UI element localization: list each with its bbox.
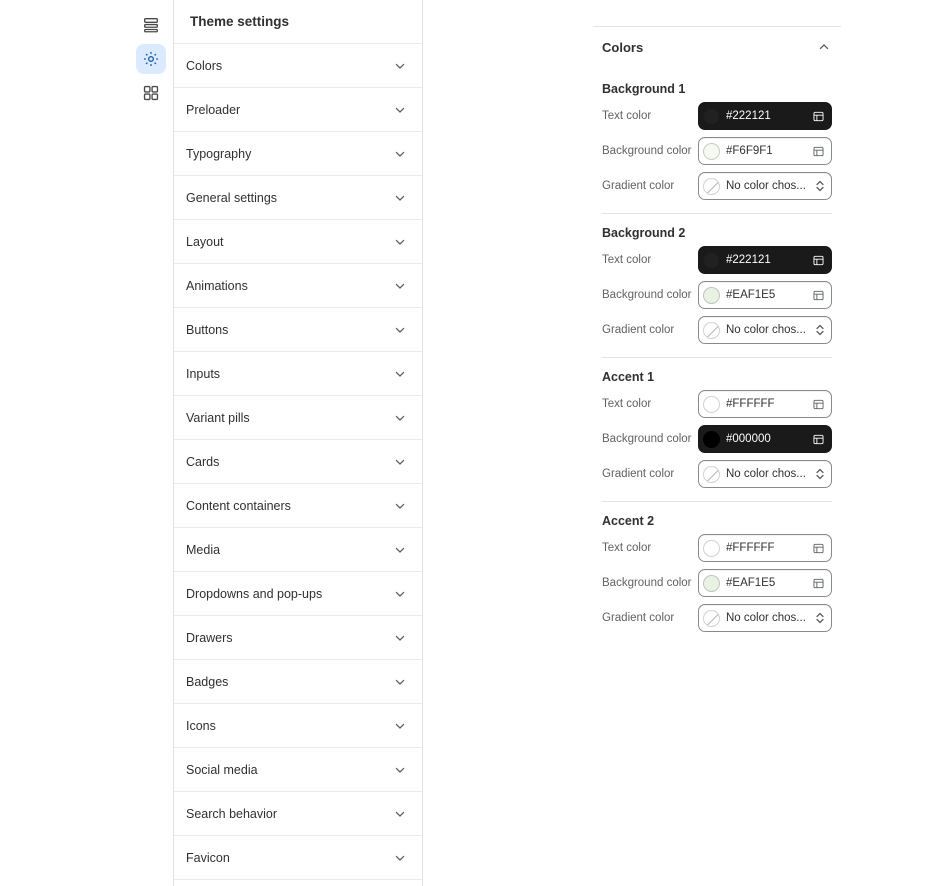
color-swatch[interactable] (703, 396, 720, 413)
color-value-text: No color chos... (726, 180, 806, 192)
settings-row-animations[interactable] (174, 264, 422, 308)
chevron-down-icon (392, 498, 408, 514)
color-field-row (602, 102, 832, 130)
color-field-label: Background color (602, 577, 692, 589)
color-value-text: No color chos... (726, 324, 806, 336)
color-field-row (602, 569, 832, 597)
chevron-down-icon (392, 586, 408, 602)
chevron-down-icon (392, 674, 408, 690)
settings-row-label: General settings (186, 190, 278, 205)
chevron-down-icon (392, 234, 408, 250)
gear-icon (142, 50, 160, 68)
color-field-label: Text color (602, 398, 652, 410)
settings-row-dropdowns-and-pop-ups[interactable] (174, 572, 422, 616)
color-swatch[interactable] (703, 466, 720, 483)
chevron-down-icon (392, 806, 408, 822)
color-group-background-2 (593, 213, 841, 344)
color-value-input[interactable] (698, 172, 832, 200)
color-field-row (602, 172, 832, 200)
color-swatch[interactable] (703, 287, 720, 304)
color-value-input[interactable] (698, 281, 832, 309)
color-swatch[interactable] (703, 322, 720, 339)
settings-row-label: Typography (186, 146, 252, 161)
color-field-label: Text color (602, 254, 652, 266)
stepper-icon[interactable] (813, 610, 826, 627)
settings-row-preloader[interactable] (174, 88, 422, 132)
chevron-down-icon (392, 410, 408, 426)
settings-row-label: Animations (186, 278, 248, 293)
color-field-row (602, 316, 832, 344)
color-swatch[interactable] (703, 108, 720, 125)
color-value-text: #222121 (726, 254, 771, 266)
color-group-background-1 (593, 70, 841, 200)
color-swatch[interactable] (703, 178, 720, 195)
apps-icon (142, 84, 160, 102)
color-picker-icon[interactable] (811, 576, 826, 591)
color-field-row (602, 604, 832, 632)
color-value-text: No color chos... (726, 468, 806, 480)
color-value-input[interactable] (698, 246, 832, 274)
left-icon-rail (128, 0, 173, 886)
chevron-down-icon (392, 762, 408, 778)
settings-row-drawers[interactable] (174, 616, 422, 660)
chevron-down-icon (392, 102, 408, 118)
settings-row-typography[interactable] (174, 132, 422, 176)
color-value-input[interactable] (698, 137, 832, 165)
color-swatch[interactable] (703, 540, 720, 557)
chevron-down-icon (392, 630, 408, 646)
settings-row-media[interactable] (174, 528, 422, 572)
color-value-input[interactable] (698, 604, 832, 632)
settings-row-label: Social media (186, 762, 258, 777)
color-field-label: Background color (602, 145, 692, 157)
chevron-down-icon (392, 58, 408, 74)
color-field-label: Gradient color (602, 612, 675, 624)
settings-row-buttons[interactable] (174, 308, 422, 352)
color-picker-icon[interactable] (811, 288, 826, 303)
chevron-down-icon (392, 718, 408, 734)
settings-row-label: Content containers (186, 498, 291, 513)
color-field-label: Text color (602, 542, 652, 554)
settings-row-label: Badges (186, 674, 229, 689)
color-value-text: #EAF1E5 (726, 289, 776, 301)
color-field-label: Gradient color (602, 468, 675, 480)
settings-row-label: Dropdowns and pop-ups (186, 586, 323, 601)
chevron-down-icon (392, 542, 408, 558)
settings-row-colors[interactable] (174, 44, 422, 88)
chevron-down-icon (392, 278, 408, 294)
stepper-icon[interactable] (813, 322, 826, 339)
settings-row-social-media[interactable] (174, 748, 422, 792)
color-value-text: #FFFFFF (726, 542, 775, 554)
settings-row-label: Preloader (186, 102, 241, 117)
color-swatch[interactable] (703, 610, 720, 627)
stepper-icon[interactable] (813, 178, 826, 195)
color-group-title: Background 1 (602, 82, 686, 96)
settings-row-content-containers[interactable] (174, 484, 422, 528)
settings-row-inputs[interactable] (174, 352, 422, 396)
settings-row-label: Cards (186, 454, 220, 469)
color-picker-icon[interactable] (811, 541, 826, 556)
colors-section-title: Colors (602, 39, 644, 55)
settings-row-search-behavior[interactable] (174, 792, 422, 836)
color-field-row (602, 281, 832, 309)
color-group-title: Background 2 (602, 226, 686, 240)
chevron-down-icon (392, 146, 408, 162)
color-swatch[interactable] (703, 252, 720, 269)
colors-section-header[interactable] (593, 33, 841, 61)
color-value-text: No color chos... (726, 612, 806, 624)
settings-row-favicon[interactable] (174, 836, 422, 880)
color-field-label: Background color (602, 289, 692, 301)
color-value-text: #000000 (726, 433, 771, 445)
color-picker-icon[interactable] (811, 253, 826, 268)
color-field-row (602, 425, 832, 453)
settings-row-variant-pills[interactable] (174, 396, 422, 440)
color-value-input[interactable] (698, 460, 832, 488)
color-swatch[interactable] (703, 143, 720, 160)
settings-row-label: Buttons (186, 322, 229, 337)
color-field-row (602, 390, 832, 418)
settings-row-label: Favicon (186, 850, 230, 865)
color-group-title: Accent 1 (602, 370, 655, 384)
settings-row-layout[interactable] (174, 220, 422, 264)
color-field-row (602, 460, 832, 488)
color-group-accent-1 (593, 357, 841, 488)
chevron-down-icon (392, 190, 408, 206)
color-picker-icon[interactable] (811, 432, 826, 447)
color-field-label: Background color (602, 433, 692, 445)
theme-settings-panel (173, 0, 423, 886)
color-group-title: Accent 2 (602, 514, 655, 528)
panel-divider (593, 26, 841, 27)
settings-row-label: Colors (186, 58, 223, 73)
settings-row-general-settings[interactable] (174, 176, 422, 220)
color-field-label: Gradient color (602, 180, 675, 192)
sections-icon-button[interactable] (136, 10, 166, 40)
chevron-down-icon (392, 454, 408, 470)
color-value-input[interactable] (698, 102, 832, 130)
stepper-icon[interactable] (813, 466, 826, 483)
page-title: Theme settings (190, 14, 290, 29)
settings-row-label: Drawers (186, 630, 233, 645)
colors-groups (593, 70, 841, 639)
theme-settings-list (174, 44, 422, 880)
chevron-down-icon (392, 322, 408, 338)
color-value-input[interactable] (698, 569, 832, 597)
color-value-input[interactable] (698, 390, 832, 418)
color-field-row (602, 246, 832, 274)
color-value-text: #FFFFFF (726, 398, 775, 410)
color-value-text: #222121 (726, 110, 771, 122)
color-swatch[interactable] (703, 431, 720, 448)
color-value-text: #EAF1E5 (726, 577, 776, 589)
color-field-label: Gradient color (602, 324, 675, 336)
color-group-accent-2 (593, 501, 841, 632)
settings-row-icons[interactable] (174, 704, 422, 748)
apps-icon-button[interactable] (136, 78, 166, 108)
settings-row-cards[interactable] (174, 440, 422, 484)
settings-row-label: Media (186, 542, 221, 557)
chevron-up-icon (816, 39, 832, 55)
color-swatch[interactable] (703, 575, 720, 592)
gear-icon-button[interactable] (136, 44, 166, 74)
theme-settings-header (174, 0, 422, 44)
color-value-input[interactable] (698, 534, 832, 562)
settings-row-label: Search behavior (186, 806, 278, 821)
color-picker-icon[interactable] (811, 397, 826, 412)
color-value-input[interactable] (698, 425, 832, 453)
color-picker-icon[interactable] (811, 109, 826, 124)
color-field-row (602, 534, 832, 562)
settings-row-label: Inputs (186, 366, 221, 381)
color-value-input[interactable] (698, 316, 832, 344)
color-field-label: Text color (602, 110, 652, 122)
chevron-down-icon (392, 366, 408, 382)
sections-icon (142, 16, 160, 34)
settings-row-label: Variant pills (186, 410, 250, 425)
settings-row-label: Layout (186, 234, 224, 249)
color-picker-icon[interactable] (811, 144, 826, 159)
color-field-row (602, 137, 832, 165)
chevron-down-icon (392, 850, 408, 866)
settings-row-badges[interactable] (174, 660, 422, 704)
settings-row-label: Icons (186, 718, 216, 733)
colors-panel (593, 0, 841, 886)
color-value-text: #F6F9F1 (726, 145, 773, 157)
